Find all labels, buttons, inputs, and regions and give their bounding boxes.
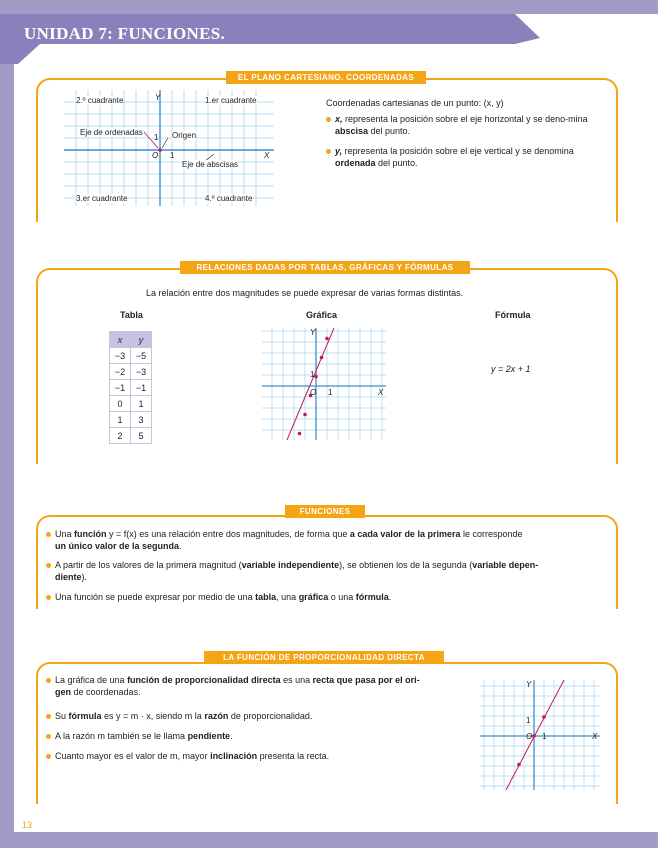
column-heading-tabla: Tabla [120, 310, 143, 320]
table-row [110, 428, 152, 444]
column-heading-formula: Fórmula [495, 310, 531, 320]
section-title-plano: EL PLANO CARTESIANO. COORDENADAS [226, 71, 426, 84]
bullet-ordenada: y, representa la posición sobre el eje vertical y se denomina ordenada del punto. [335, 146, 574, 168]
bullet-dot [46, 532, 51, 537]
prop-graph-axis-x-label: X [592, 732, 598, 741]
section-title-proporcionalidad: LA FUNCIÓN DE PROPORCIONALIDAD DIRECTA [204, 651, 444, 664]
bullet-dot [46, 734, 51, 739]
linear-function-graph [262, 328, 386, 440]
section-title-funciones: FUNCIONES [285, 505, 365, 518]
table-cell: 1 [131, 396, 152, 412]
bullet-dot [46, 563, 51, 568]
label-axis-y: Y [155, 93, 161, 102]
graph-data-point [298, 432, 302, 436]
graph-data-point [303, 413, 307, 417]
proporcionalidad-bullet-2: Su fórmula es y = m · x, siendo m la razón de proporcionalidad. [55, 711, 313, 721]
graph-data-point [314, 375, 318, 379]
bullet-abscisa: x, representa la posición sobre el eje horizontal y se deno-mina abscisa del punto. [335, 114, 588, 136]
graph-data-point [320, 356, 324, 360]
relaciones-intro: La relación entre dos magnitudes se puede expresar de varias formas distintas. [146, 288, 464, 298]
label-second-quadrant: 2.º cuadrante [76, 96, 124, 105]
table-row [110, 380, 152, 396]
prop-graph-one-y-label: 1 [526, 716, 531, 725]
prop-graph-axis-y-label: Y [526, 680, 532, 689]
label-one-y: 1 [154, 133, 159, 142]
table-cell: −1 [110, 380, 131, 396]
prop-graph-one-x-label: 1 [542, 732, 547, 741]
table-cell: −3 [131, 364, 152, 380]
page-number: 13 [22, 820, 33, 830]
table-cell: −5 [131, 348, 152, 364]
table-cell: 2 [110, 428, 131, 444]
page-title: UNIDAD 7: FUNCIONES. [24, 24, 226, 43]
table-row [110, 412, 152, 428]
graph-data-point [325, 337, 329, 341]
table-cell: −1 [131, 380, 152, 396]
table-row [110, 364, 152, 380]
cartesian-plane-diagram [64, 90, 274, 206]
graph-axis-x-label: X [378, 388, 384, 397]
label-third-quadrant: 3.er cuadrante [76, 194, 128, 203]
proportionality-graph [480, 680, 600, 790]
bullet-dot [326, 149, 331, 154]
formula-text: y = 2x + 1 [491, 364, 531, 374]
table-cell: 5 [131, 428, 152, 444]
proporcionalidad-bullet-1: La gráfica de una función de proporcionalidad directa es una recta que pasa por el ori- gen de coordenadas. [55, 675, 420, 697]
graph-axis-y-label: Y [310, 328, 316, 337]
funciones-bullet-3: Una función se puede expresar por medio de una tabla, una gráfica o una fórmula. [55, 592, 392, 602]
bullet-dot [46, 754, 51, 759]
proporcionalidad-bullet-3: A la razón m también se le llama pendiente. [55, 731, 233, 741]
column-heading-grafica: Gráfica [306, 310, 338, 320]
table-header-x: x [110, 332, 131, 348]
table-header-row [110, 332, 152, 348]
section-title-relaciones: RELACIONES DADAS POR TABLAS, GRÁFICAS Y FÓRMULAS [180, 261, 470, 274]
label-first-quadrant: 1.er cuadrante [205, 96, 257, 105]
graph-data-point [532, 734, 536, 738]
graph-origin-label: O [310, 388, 317, 397]
label-origin-o: O [152, 151, 159, 160]
label-origen: Origen [172, 131, 197, 140]
coordinates-intro: Coordenadas cartesianas de un punto: (x, y) [326, 98, 504, 108]
graph-one-y-label: 1 [310, 370, 315, 379]
table-cell: −3 [110, 348, 131, 364]
table-cell: 0 [110, 396, 131, 412]
prop-graph-origin-label: O [526, 732, 533, 741]
table-cell: −2 [110, 364, 131, 380]
bullet-dot [46, 678, 51, 683]
values-table [109, 331, 152, 444]
label-fourth-quadrant: 4.º cuadrante [205, 194, 253, 203]
graph-one-x-label: 1 [328, 388, 333, 397]
label-eje-abscisas: Eje de abscisas [182, 160, 239, 169]
bullet-dot [326, 117, 331, 122]
bullet-dot [46, 595, 51, 600]
funciones-bullet-2: A partir de los valores de la primera magnitud (variable independiente), se obtienen los de la segunda (variable depen- diente). [55, 560, 539, 582]
table-row [110, 396, 152, 412]
bullet-dot [46, 714, 51, 719]
table-cell: 1 [110, 412, 131, 428]
table-row [110, 348, 152, 364]
proporcionalidad-bullet-4: Cuanto mayor es el valor de m, mayor inclinación presenta la recta. [55, 751, 330, 761]
label-axis-x: X [264, 151, 270, 160]
graph-data-point [542, 715, 546, 719]
graph-data-point [517, 763, 521, 767]
label-eje-ordenadas: Eje de ordenadas [80, 128, 143, 137]
funciones-bullet-1: Una función y = f(x) es una relación entre dos magnitudes, de forma que a cada valor de la primera le corresponde un único valor de la segunda. [55, 529, 523, 551]
page-frame-top [0, 0, 658, 14]
table-header-y: y [131, 332, 152, 348]
table-cell: 3 [131, 412, 152, 428]
page-frame-left [0, 0, 14, 848]
label-one-x: 1 [170, 151, 175, 160]
page-frame-bottom [0, 832, 658, 848]
